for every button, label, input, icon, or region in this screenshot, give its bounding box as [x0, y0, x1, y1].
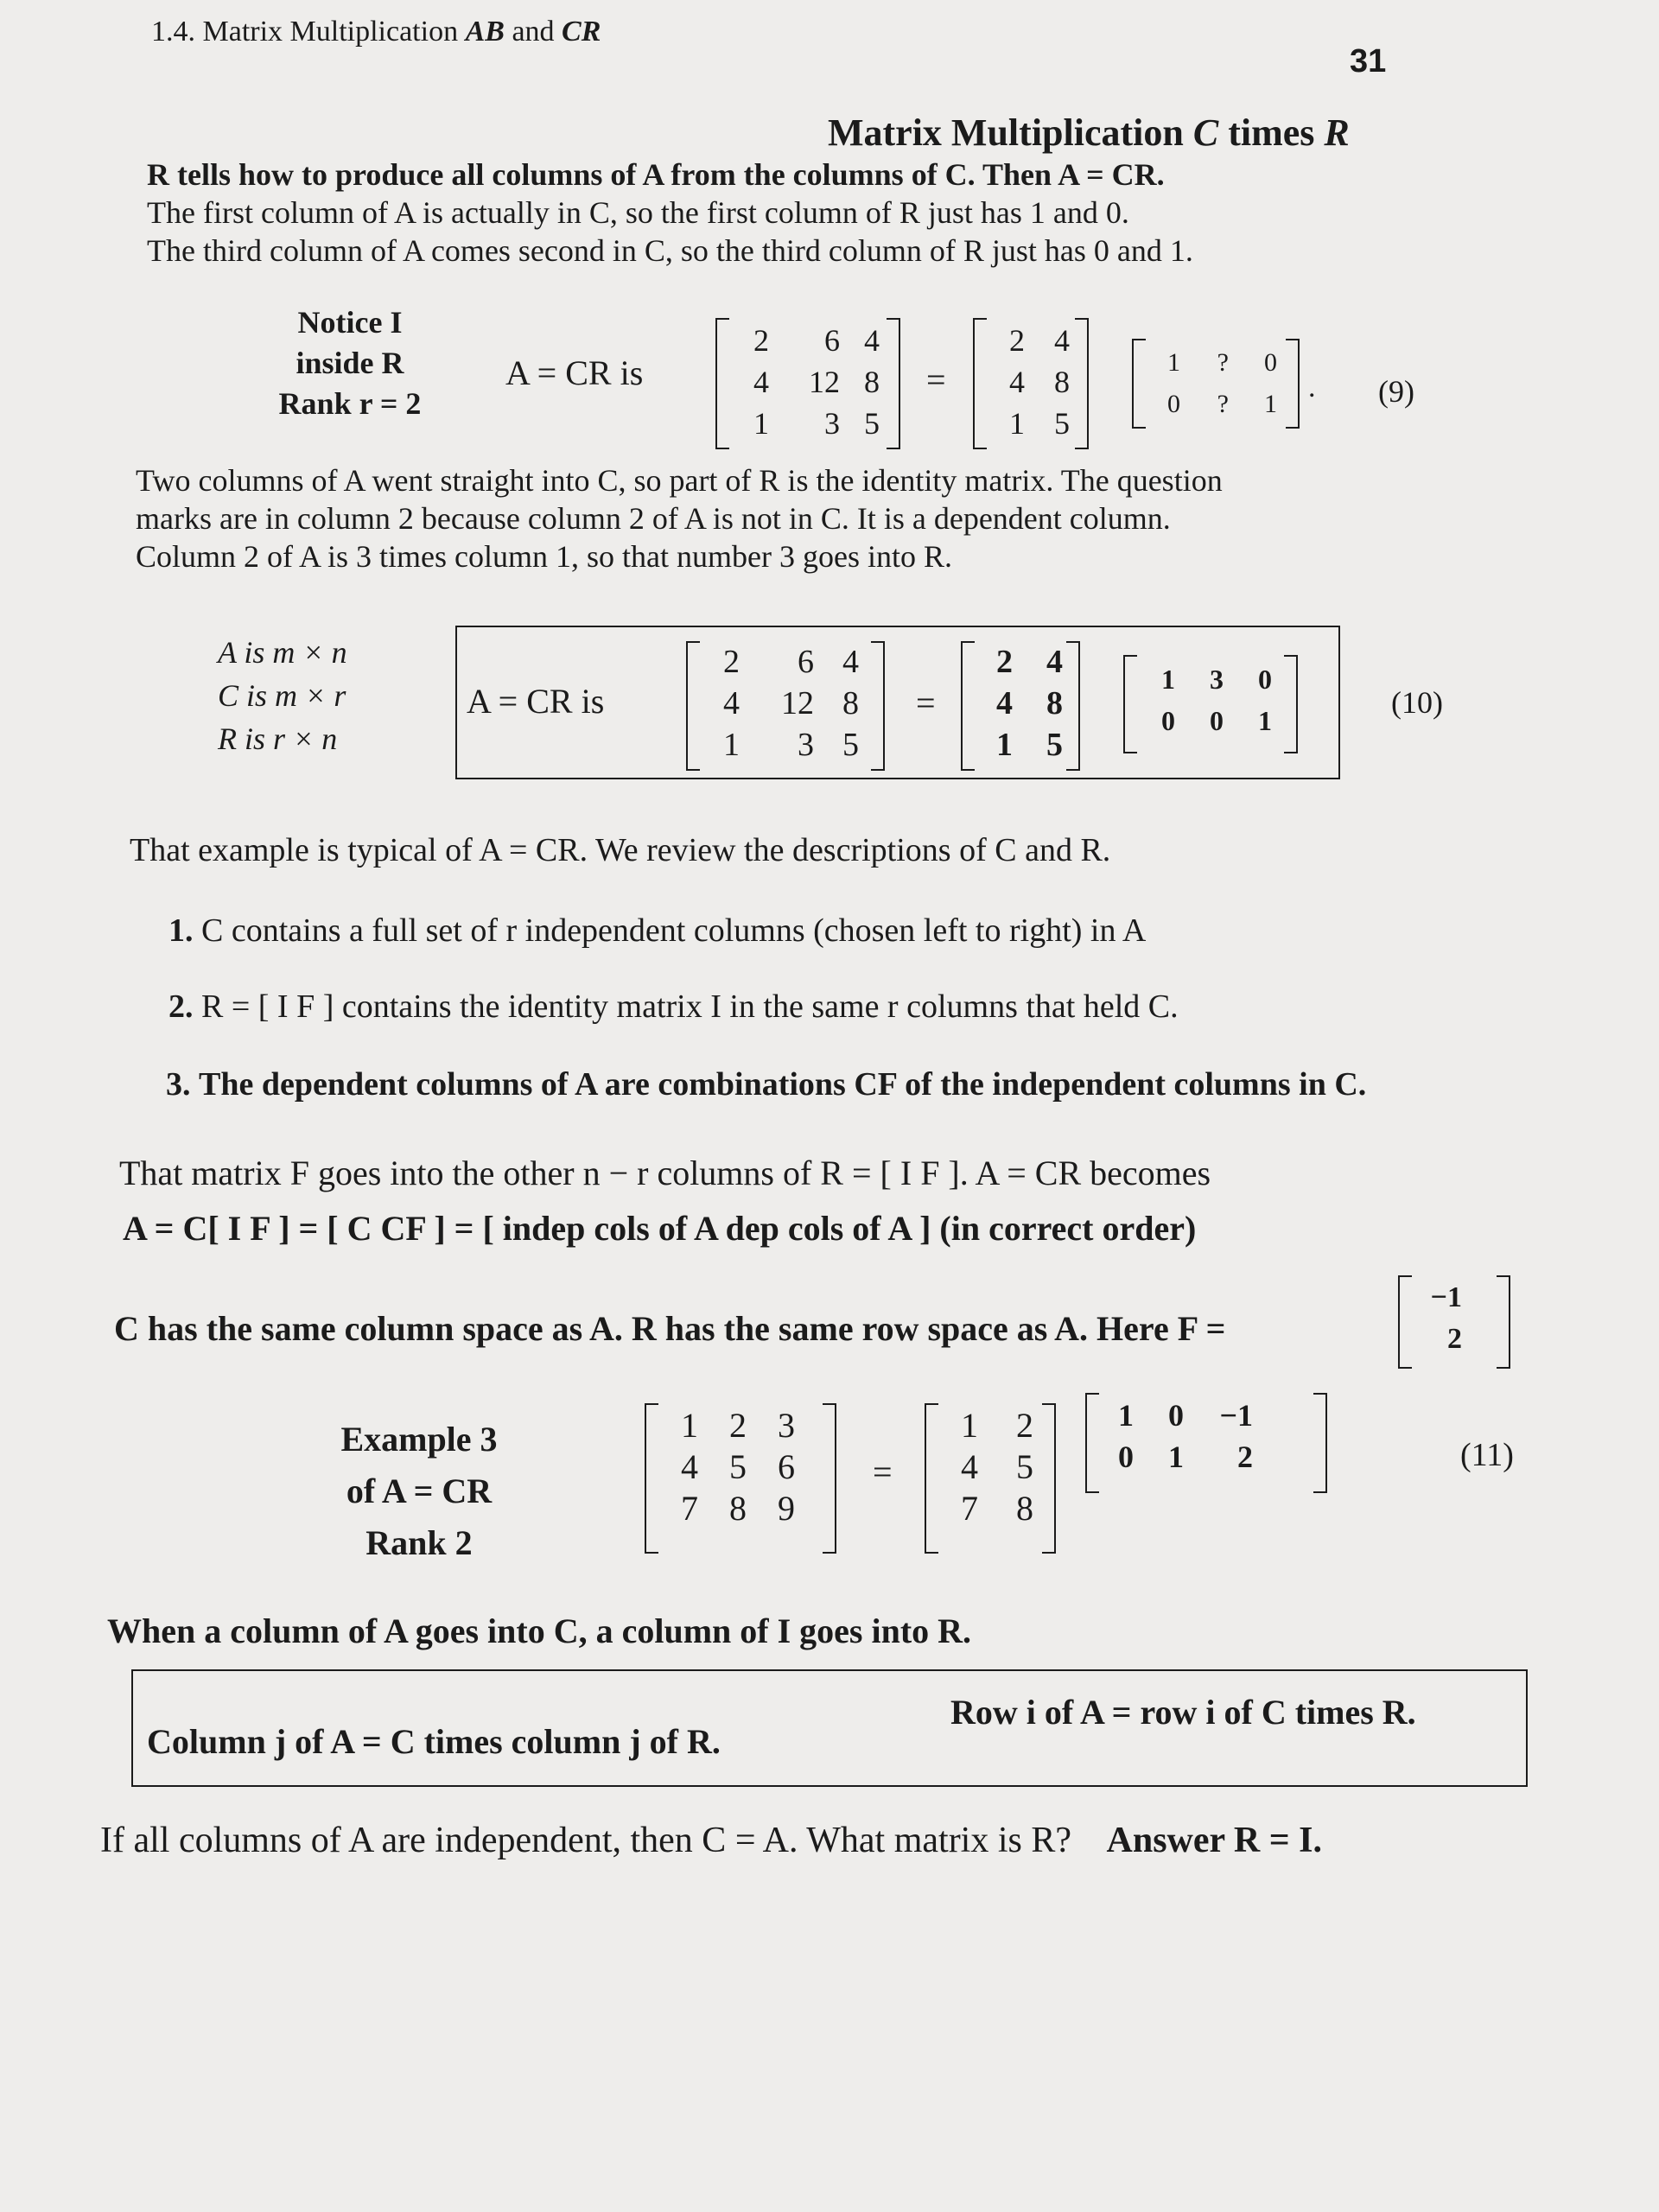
eq10-side-label: [218, 631, 425, 760]
list-item-1: [168, 911, 1586, 950]
eq11-c-cell: 8: [1016, 1489, 1033, 1528]
eq10-c-cell: 5: [1046, 727, 1063, 763]
eq10-a-cell: 8: [842, 685, 859, 721]
final-question-text: If all columns of A are independent, then C = A. What matrix is R?: [100, 1821, 1072, 1860]
eq11-a-cell: 6: [778, 1447, 795, 1486]
list-text-2: R = [ I F ] contains the identity matrix I in the same r columns that held C.: [201, 988, 1179, 1025]
eq11-number: (11): [1460, 1437, 1514, 1473]
eq11-a-cell: 9: [778, 1489, 795, 1528]
list-number-3: 3.: [166, 1066, 191, 1103]
eq11-r-cell: 1: [1168, 1440, 1184, 1474]
eq9-r-right-bracket: [1286, 339, 1300, 429]
eq11-a-cell: 2: [729, 1406, 747, 1445]
eq9-matrix-a: [733, 320, 885, 444]
eq10-a-cell: 5: [842, 727, 859, 763]
list-item-2: [168, 987, 1586, 1027]
final-question: [100, 1820, 1638, 1861]
eq10-a-right-bracket: [871, 641, 885, 771]
eq11-a-cell: 3: [778, 1406, 795, 1445]
eq10-r-cell: 0: [1258, 664, 1272, 695]
eq11-c-cell: 1: [961, 1406, 978, 1445]
eq10-a-cell: 6: [798, 644, 814, 680]
eq9-r-cell: ?: [1217, 348, 1229, 377]
list-number-1: 1.: [168, 912, 194, 949]
header-ab: AB: [465, 16, 505, 48]
eq9-a-cell: 12: [809, 365, 840, 399]
eq10-r-cell: 1: [1161, 664, 1175, 695]
eq9-a-cell: 3: [824, 406, 840, 441]
eq9-r-cell: 0: [1167, 390, 1180, 418]
eq11-a-cell: 7: [681, 1489, 698, 1528]
eq10-label-line-3: R is r × n: [218, 721, 338, 756]
eq10-r-cell: 3: [1210, 664, 1224, 695]
eq9-a-cell: 2: [753, 323, 769, 358]
eq9-a-left-bracket: [715, 318, 729, 449]
list-item-3: [166, 1065, 1635, 1104]
eq9-side-label: [251, 302, 449, 424]
eq11-c-right-bracket: [1042, 1403, 1056, 1554]
final-answer: Answer R = I.: [1106, 1821, 1323, 1860]
eq9-label-line-1: Notice I: [297, 305, 403, 340]
boxed-rule-row: Row i of A = row i of C times R.: [950, 1693, 1416, 1732]
eq9-c-cell: 8: [1054, 365, 1070, 399]
eq10-matrix-a: [702, 641, 864, 766]
eq11-c-cell: 5: [1016, 1447, 1033, 1486]
section-title-c: C: [1192, 111, 1219, 154]
eq11-c-cell: 7: [961, 1489, 978, 1528]
eq11-r-cell: 1: [1118, 1398, 1134, 1433]
header-title: Matrix Multiplication: [202, 16, 459, 48]
eq10-equals: =: [916, 683, 936, 722]
intro-paragraph: [147, 156, 1408, 270]
eq10-a-cell: 4: [842, 644, 859, 680]
section-number: 1.4.: [151, 16, 195, 48]
section-title: [828, 111, 1350, 155]
eq11-r-right-bracket: [1313, 1393, 1327, 1493]
eq10-r-right-bracket: [1284, 655, 1298, 753]
eq10-c-cell: 8: [1046, 685, 1063, 721]
header-cr: CR: [562, 16, 601, 48]
eq10-a-cell: 3: [798, 727, 814, 763]
eq10-c-cell: 4: [1046, 644, 1063, 680]
eq9-a-cell: 8: [864, 365, 880, 399]
paragraph-3: That example is typical of A = CR. We review the descriptions of C and R.: [130, 832, 1111, 868]
eq10-c-left-bracket: [961, 641, 975, 771]
eq10-label-line-1: A is m × n: [218, 635, 347, 670]
eq11-c-left-bracket: [925, 1403, 938, 1554]
eq9-a-cell: 4: [864, 323, 880, 358]
eq9-c-cell: 4: [1054, 323, 1070, 358]
paragraph-2: [136, 461, 1449, 575]
f-vector-cell: −1: [1430, 1281, 1462, 1313]
eq9-r-cell: 1: [1167, 348, 1180, 377]
running-header: [151, 16, 601, 48]
list-number-2: 2.: [168, 988, 194, 1025]
eq10-a-cell: 1: [723, 727, 740, 763]
eq11-c-cell: 4: [961, 1447, 978, 1486]
eq10-matrix-c: [976, 641, 1068, 766]
para2-line-1: Two columns of A went straight into C, so part of R is the identity matrix. The question: [136, 463, 1223, 498]
eq10-lhs: A = CR is: [467, 682, 605, 721]
eq11-r-cell: 2: [1237, 1440, 1253, 1474]
eq9-equals: =: [926, 360, 946, 399]
eq10-a-cell: 12: [781, 685, 814, 721]
list-text-1: C contains a full set of r independent columns (chosen left to right) in A: [201, 912, 1147, 949]
f-vector-cell: 2: [1447, 1323, 1462, 1355]
eq10-c-right-bracket: [1066, 641, 1080, 771]
eq11-a-cell: 4: [681, 1447, 698, 1486]
eq10-r-cell: 0: [1161, 705, 1175, 736]
eq11-r-cell: 0: [1118, 1440, 1134, 1474]
f-vector: [1414, 1277, 1467, 1360]
eq10-matrix-r: [1132, 658, 1277, 741]
eq11-r-cell: −1: [1219, 1398, 1253, 1433]
eq9-a-cell: 5: [864, 406, 880, 441]
eq11-equals: =: [873, 1452, 893, 1491]
eq11-c-cell: 2: [1016, 1406, 1033, 1445]
eq9-matrix-r: [1141, 342, 1282, 425]
eq9-r-cell: 0: [1264, 348, 1277, 377]
eq9-number: (9): [1378, 374, 1414, 409]
eq10-r-cell: 0: [1210, 705, 1224, 736]
f-vector-left-bracket: [1398, 1275, 1412, 1369]
eq10-c-cell: 4: [996, 685, 1013, 721]
eq10-number: (10): [1391, 685, 1443, 720]
eq10-a-cell: 2: [723, 644, 740, 680]
eq11-label-line-1: Example 3: [340, 1420, 498, 1459]
eq11-a-cell: 5: [729, 1447, 747, 1486]
eq11-matrix-r: [1096, 1395, 1258, 1478]
eq11-matrix-c: [942, 1405, 1039, 1529]
eq9-matrix-c: [990, 320, 1075, 444]
eq9-c-cell: 5: [1054, 406, 1070, 441]
para2-line-3: Column 2 of A is 3 times column 1, so that number 3 goes into R.: [136, 539, 952, 574]
eq11-a-left-bracket: [645, 1403, 658, 1554]
eq9-r-cell: 1: [1264, 390, 1277, 418]
eq11-a-right-bracket: [823, 1403, 836, 1554]
eq9-c-cell: 4: [1009, 365, 1025, 399]
eq9-label-line-2: inside R: [296, 346, 404, 380]
eq9-label-line-3: Rank r = 2: [278, 386, 422, 421]
eq9-r-cell: ?: [1217, 390, 1229, 418]
eq9-c-cell: 1: [1009, 406, 1025, 441]
eq11-a-cell: 1: [681, 1406, 698, 1445]
eq9-lhs: A = CR is: [505, 353, 644, 392]
f-vector-right-bracket: [1497, 1275, 1510, 1369]
eq9-a-cell: 4: [753, 365, 769, 399]
eq10-c-cell: 2: [996, 644, 1013, 680]
eq11-r-cell: 0: [1168, 1398, 1184, 1433]
eq9-c-right-bracket: [1075, 318, 1089, 449]
eq10-c-cell: 1: [996, 727, 1013, 763]
eq10-r-cell: 1: [1258, 705, 1272, 736]
eq9-c-cell: 2: [1009, 323, 1025, 358]
eq11-label-line-3: Rank 2: [365, 1523, 473, 1562]
intro-line-3: The third column of A comes second in C, so the third column of R just has 0 and 1.: [147, 233, 1193, 268]
eq9-a-cell: 6: [824, 323, 840, 358]
eq10-a-left-bracket: [686, 641, 700, 771]
eq10-label-line-2: C is m × r: [218, 678, 346, 713]
eq11-label-line-2: of A = CR: [346, 1471, 493, 1510]
eq9-period: .: [1308, 372, 1316, 404]
eq9-a-right-bracket: [887, 318, 900, 449]
eq9-c-left-bracket: [973, 318, 987, 449]
list-text-3: The dependent columns of A are combinations CF of the independent columns in C.: [199, 1066, 1367, 1103]
intro-line-1: R tells how to produce all columns of A from the columns of C. Then A = CR.: [147, 157, 1165, 192]
para4-line-3: C has the same column space as A. R has the same row space as A. Here F =: [114, 1309, 1226, 1348]
eq11-matrix-a: [662, 1405, 800, 1529]
section-title-times: times: [1228, 111, 1315, 154]
boxed-rule-column: Column j of A = C times column j of R.: [147, 1722, 721, 1761]
page-number: 31: [1350, 43, 1387, 79]
intro-line-2: The first column of A is actually in C, so the first column of R just has 1 and 0.: [147, 195, 1129, 230]
section-title-text: Matrix Multiplication: [828, 111, 1184, 154]
section-title-r: R: [1324, 111, 1350, 154]
eq10-a-cell: 4: [723, 685, 740, 721]
para4-line-1: That matrix F goes into the other n − r columns of R = [ I F ]. A = CR becomes: [119, 1154, 1211, 1192]
column-statement: When a column of A goes into C, a column of I goes into R.: [107, 1611, 972, 1650]
header-and: and: [512, 16, 555, 48]
para2-line-2: marks are in column 2 because column 2 of A is not in C. It is a dependent column.: [136, 501, 1171, 536]
para4-line-2: A = C[ I F ] = [ C CF ] = [ indep cols of A dep cols of A ] (in correct order): [123, 1209, 1197, 1248]
eq9-a-cell: 1: [753, 406, 769, 441]
eq11-side-label: [296, 1414, 543, 1569]
eq11-a-cell: 8: [729, 1489, 747, 1528]
